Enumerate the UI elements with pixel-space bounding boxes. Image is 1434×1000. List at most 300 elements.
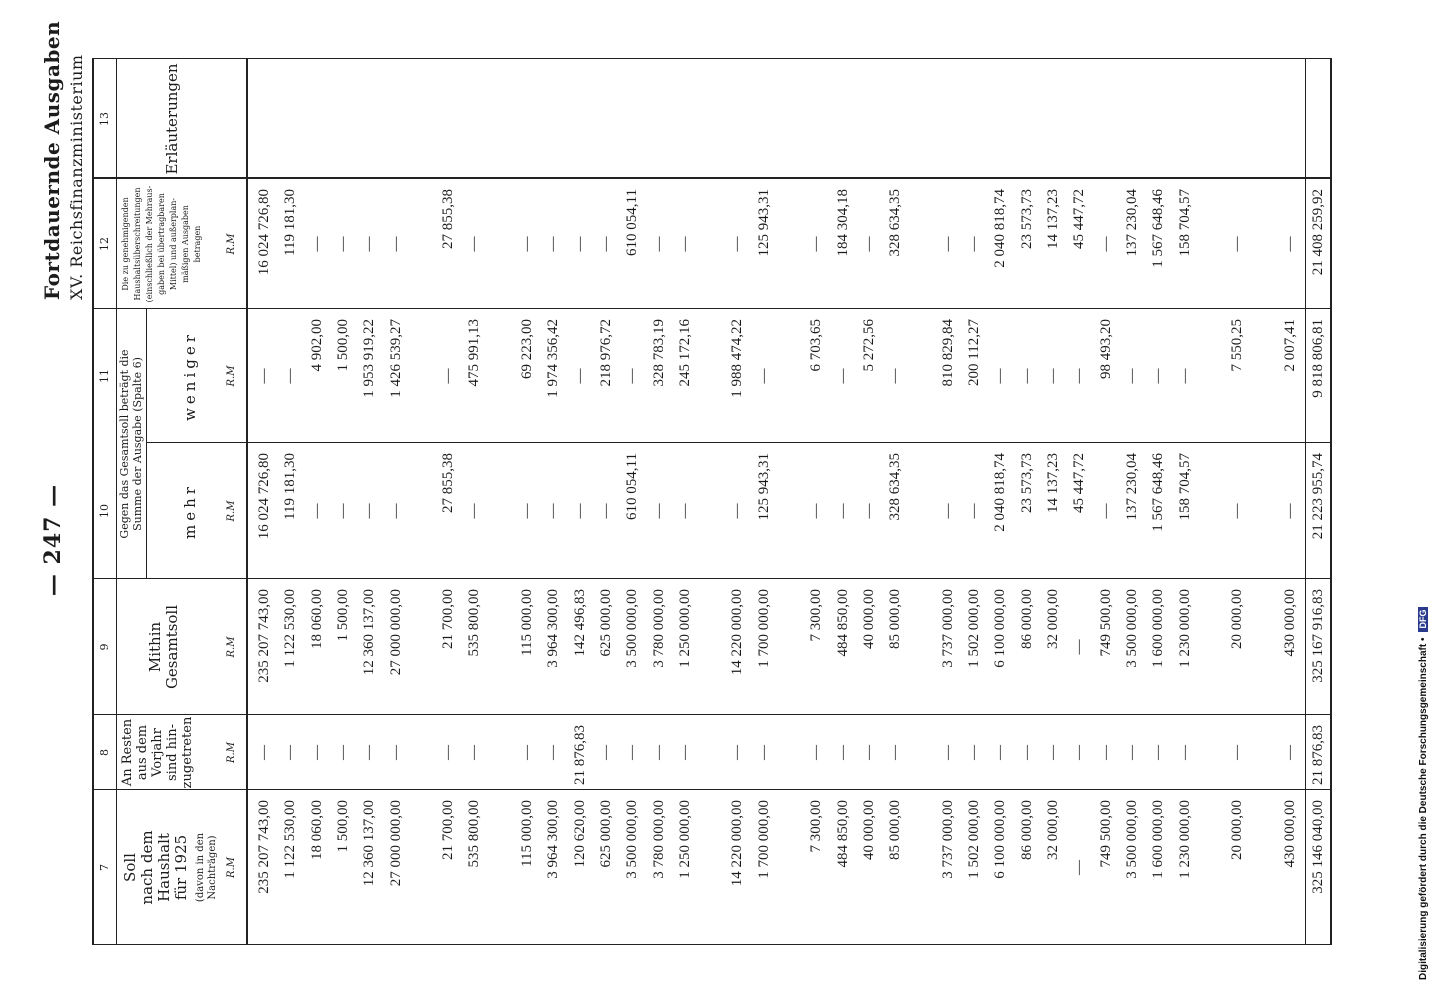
col-number-12: 12 bbox=[98, 237, 111, 251]
cell-gesamt bbox=[778, 579, 802, 715]
cell-mehr: — bbox=[1229, 503, 1246, 519]
cell-reste: — bbox=[834, 745, 851, 760]
cell-reste bbox=[410, 715, 434, 790]
cell-reste: — bbox=[256, 745, 272, 760]
col12-header bbox=[120, 179, 204, 309]
cell-reste: 21 876,83 bbox=[571, 725, 588, 785]
cell-mehr: — bbox=[334, 503, 351, 519]
col10-11-label-2 bbox=[131, 309, 144, 579]
cell-genehm: — bbox=[519, 236, 535, 252]
col10-11-label bbox=[118, 309, 131, 579]
cell-genehm bbox=[489, 179, 513, 309]
sidebar-attribution bbox=[1418, 20, 1432, 980]
table-row bbox=[699, 58, 723, 945]
cell-soll: 1 122 530,00 bbox=[282, 800, 299, 879]
cell-weniger: — bbox=[992, 368, 1009, 384]
cell-weniger: 98 493,20 bbox=[1097, 319, 1114, 379]
cell-reste: — bbox=[1097, 745, 1114, 760]
table-row bbox=[1067, 58, 1091, 945]
cell-gesamt: 86 000,00 bbox=[1018, 589, 1035, 649]
cell-gesamt: 32 000,00 bbox=[1045, 589, 1061, 649]
table-row bbox=[962, 58, 986, 945]
table-row bbox=[778, 58, 802, 945]
cell-soll bbox=[489, 790, 513, 945]
col10-mehr: mehr bbox=[181, 483, 199, 539]
total-mehr: 21 223 955,74 bbox=[1310, 453, 1326, 540]
cell-genehm: — bbox=[571, 236, 588, 252]
cell-soll: 21 700,00 bbox=[440, 800, 457, 860]
mehr-weniger-rule bbox=[146, 309, 147, 579]
cell-reste: — bbox=[966, 745, 983, 760]
column-number-rule bbox=[116, 58, 117, 945]
cell-reste: — bbox=[1176, 745, 1193, 760]
cell-weniger: 69 223,00 bbox=[519, 319, 535, 379]
cell-genehm: 137 230,04 bbox=[1123, 189, 1140, 257]
table-row bbox=[647, 58, 671, 945]
table-row bbox=[541, 58, 565, 945]
cell-weniger: — bbox=[1071, 368, 1088, 384]
cell-reste bbox=[1199, 715, 1223, 790]
cell-gesamt: 3 500 000,00 bbox=[1123, 589, 1140, 668]
cell-weniger: 2 007,41 bbox=[1281, 319, 1298, 372]
cell-gesamt: 40 000,00 bbox=[860, 589, 877, 649]
cell-reste: — bbox=[1281, 745, 1298, 760]
cell-mehr: — bbox=[676, 503, 693, 519]
page-number: — 247 — bbox=[40, 483, 66, 597]
cell-reste: — bbox=[1018, 745, 1035, 760]
cell-reste bbox=[1251, 715, 1275, 790]
cell-mehr bbox=[1251, 443, 1275, 579]
cell-soll: 7 300,00 bbox=[808, 800, 825, 853]
cell-soll: 3 780 000,00 bbox=[650, 800, 667, 879]
cell-mehr: — bbox=[361, 503, 378, 519]
col10-11-label-line: Gegen das Gesamtsoll bbox=[118, 414, 131, 539]
cell-weniger: 6 703,65 bbox=[808, 319, 825, 372]
table-row bbox=[857, 58, 881, 945]
table-row bbox=[725, 58, 749, 945]
cell-soll bbox=[910, 790, 934, 945]
cell-mehr: — bbox=[545, 503, 562, 519]
col12-label-line: Haushaltsüberschreitungen bbox=[133, 187, 142, 301]
cell-soll: 1 230 000,00 bbox=[1176, 800, 1193, 879]
cell-genehm bbox=[410, 179, 434, 309]
cell-soll: 1 700 000,00 bbox=[755, 800, 772, 879]
cell-soll: 625 000,00 bbox=[597, 800, 614, 868]
table-row bbox=[1278, 58, 1302, 945]
table-row bbox=[752, 58, 776, 945]
table-row bbox=[831, 58, 855, 945]
cell-gesamt: 749 500,00 bbox=[1097, 589, 1114, 657]
cell-mehr bbox=[699, 443, 723, 579]
col8-header bbox=[120, 715, 195, 790]
cell-soll: 120 620,00 bbox=[571, 800, 588, 868]
cell-mehr: — bbox=[808, 503, 825, 519]
col9-label-line: Gesamtsoll bbox=[163, 604, 181, 690]
cell-mehr bbox=[778, 443, 802, 579]
cell-reste: — bbox=[755, 745, 772, 760]
cell-weniger: 1 988 474,22 bbox=[729, 319, 746, 398]
cell-weniger bbox=[410, 309, 434, 443]
cell-weniger: — bbox=[1018, 368, 1035, 384]
cell-weniger: 245 172,16 bbox=[676, 319, 693, 387]
cell-reste: — bbox=[545, 745, 562, 760]
cell-weniger: 475 991,13 bbox=[466, 319, 483, 387]
cell-mehr: — bbox=[519, 503, 535, 519]
cell-weniger: 328 783,19 bbox=[650, 319, 667, 387]
cell-reste: — bbox=[729, 745, 746, 760]
cell-reste: — bbox=[808, 745, 825, 760]
cell-mehr: — bbox=[308, 503, 325, 519]
cell-soll: 85 000,00 bbox=[887, 800, 904, 860]
cell-gesamt bbox=[1199, 579, 1223, 715]
cell-mehr: 1 567 648,46 bbox=[1150, 453, 1167, 532]
header-bottom-rule bbox=[246, 58, 248, 945]
cell-reste: — bbox=[597, 745, 614, 760]
cell-mehr: 23 573,73 bbox=[1018, 453, 1035, 513]
cell-mehr: 14 137,23 bbox=[1045, 453, 1061, 513]
cell-genehm: — bbox=[1229, 236, 1246, 252]
cell-mehr: 27 855,38 bbox=[440, 453, 457, 513]
table-row bbox=[883, 58, 907, 945]
cell-gesamt: 430 000,00 bbox=[1281, 589, 1298, 657]
cell-reste: — bbox=[361, 745, 378, 760]
cell-reste: — bbox=[1123, 745, 1140, 760]
col8-label-line: sind hin- bbox=[165, 724, 180, 781]
cell-genehm: 14 137,23 bbox=[1045, 189, 1061, 249]
cell-soll: 40 000,00 bbox=[860, 800, 877, 860]
cell-genehm: 16 024 726,80 bbox=[256, 189, 272, 276]
cell-reste bbox=[489, 715, 513, 790]
cell-genehm bbox=[699, 179, 723, 309]
table-row bbox=[1041, 58, 1065, 945]
col8-label-line: An Resten bbox=[120, 718, 135, 787]
cell-gesamt: 1 700 000,00 bbox=[755, 589, 772, 668]
cell-soll: 1 600 000,00 bbox=[1150, 800, 1167, 879]
cell-reste: — bbox=[334, 745, 351, 760]
cell-genehm: — bbox=[808, 236, 825, 252]
cell-soll: 14 220 000,00 bbox=[729, 800, 746, 887]
col-number-8: 8 bbox=[98, 749, 111, 756]
cell-gesamt: 535 800,00 bbox=[466, 589, 483, 657]
cell-mehr: — bbox=[597, 503, 614, 519]
cell-weniger: — bbox=[1176, 368, 1193, 384]
cell-reste bbox=[699, 715, 723, 790]
cell-soll: 430 000,00 bbox=[1281, 800, 1298, 868]
cell-gesamt bbox=[1251, 579, 1275, 715]
total-gesamt: 325 167 916,83 bbox=[1310, 589, 1326, 683]
cell-genehm: 27 855,38 bbox=[440, 189, 457, 249]
cell-weniger bbox=[1199, 309, 1223, 443]
cell-gesamt: 18 060,00 bbox=[308, 589, 325, 649]
cell-weniger: 1 974 356,42 bbox=[545, 319, 562, 398]
cell-weniger: 200 112,27 bbox=[966, 319, 983, 386]
cell-weniger: — bbox=[834, 368, 851, 384]
cell-gesamt: 235 207 743,00 bbox=[256, 589, 272, 683]
cell-genehm: 119 181,30 bbox=[282, 189, 299, 256]
col10-11-label-line: beträgt die bbox=[118, 349, 131, 412]
col9-unit: R.M bbox=[226, 636, 237, 658]
cell-weniger: — bbox=[1150, 368, 1167, 384]
cell-soll bbox=[778, 790, 802, 945]
table-row bbox=[462, 58, 486, 945]
col12-label-line: (einschließlich der Mehraus- bbox=[145, 185, 154, 303]
cell-reste: — bbox=[308, 745, 325, 760]
table-row bbox=[1015, 58, 1039, 945]
cell-genehm: — bbox=[361, 236, 378, 252]
cell-gesamt: 6 100 000,00 bbox=[992, 589, 1009, 668]
cell-gesamt: 3 780 000,00 bbox=[650, 589, 667, 668]
cell-reste: — bbox=[519, 745, 535, 760]
cell-weniger: 1 426 539,27 bbox=[387, 319, 404, 398]
col13-header: Erläuterungen bbox=[163, 63, 181, 175]
table-row bbox=[1225, 58, 1249, 945]
table-row bbox=[988, 58, 1012, 945]
cell-soll: 484 850,00 bbox=[834, 800, 851, 868]
cell-reste: — bbox=[1045, 745, 1061, 760]
cell-genehm: 2 040 818,74 bbox=[992, 189, 1009, 268]
cell-gesamt: 3 964 300,00 bbox=[545, 589, 562, 668]
table-row bbox=[1094, 58, 1118, 945]
cell-soll bbox=[1199, 790, 1223, 945]
cell-genehm: — bbox=[1281, 236, 1298, 252]
col-number-13: 13 bbox=[98, 112, 111, 126]
cell-weniger: 4 902,00 bbox=[308, 319, 325, 372]
cell-gesamt: 27 000 000,00 bbox=[387, 589, 404, 676]
cell-reste: — bbox=[624, 745, 641, 760]
cell-weniger bbox=[1251, 309, 1275, 443]
cell-genehm: 610 054,11 bbox=[624, 189, 641, 256]
cell-mehr: 137 230,04 bbox=[1123, 453, 1140, 521]
cell-weniger: — bbox=[440, 368, 457, 384]
cell-soll: — bbox=[1071, 860, 1088, 875]
cell-genehm: 23 573,73 bbox=[1018, 189, 1035, 249]
attribution-label: Digitalisierung gefördert durch die Deutsche Forschungsgemeinschaft • bbox=[1418, 637, 1429, 980]
table-row bbox=[1146, 58, 1170, 945]
col9-label-line: Mithin bbox=[146, 621, 164, 673]
table-row bbox=[489, 58, 513, 945]
col12-label-line: betragen bbox=[193, 225, 202, 263]
table-row bbox=[331, 58, 355, 945]
cell-mehr: — bbox=[466, 503, 483, 519]
table-row bbox=[357, 58, 381, 945]
cell-mehr bbox=[489, 443, 513, 579]
cell-mehr: 125 943,31 bbox=[755, 453, 772, 521]
cell-genehm: 45 447,72 bbox=[1071, 189, 1088, 249]
cell-gesamt: 1 502 000,00 bbox=[966, 589, 983, 668]
cell-mehr: 328 634,35 bbox=[887, 453, 904, 521]
table-row bbox=[384, 58, 408, 945]
cell-soll: 1 502 000,00 bbox=[966, 800, 983, 879]
col8-label-line: zugetreten bbox=[180, 716, 195, 789]
cell-genehm: 328 634,35 bbox=[887, 189, 904, 257]
cell-mehr: — bbox=[1097, 503, 1114, 519]
cell-gesamt: 625 000,00 bbox=[597, 589, 614, 657]
total-genehm: 21 408 259,92 bbox=[1310, 189, 1326, 276]
table-row bbox=[1199, 58, 1223, 945]
col10-unit: R.M bbox=[226, 500, 237, 522]
cell-weniger: — bbox=[256, 368, 272, 384]
col8-unit: R.M bbox=[226, 742, 237, 763]
cell-weniger: — bbox=[624, 368, 641, 384]
total-reste: 21 876,83 bbox=[1310, 725, 1326, 785]
cell-soll: 3 500 000,00 bbox=[1123, 800, 1140, 879]
cell-soll: 18 060,00 bbox=[308, 800, 325, 860]
cell-weniger: — bbox=[1045, 368, 1061, 384]
cell-weniger: — bbox=[282, 368, 299, 384]
cell-genehm: — bbox=[860, 236, 877, 252]
cell-gesamt: 115 000,00 bbox=[519, 589, 535, 656]
col10-11-label-line: (Spalte 6) bbox=[131, 357, 144, 412]
cell-soll bbox=[410, 790, 434, 945]
cell-genehm bbox=[1251, 179, 1275, 309]
cell-gesamt: 1 600 000,00 bbox=[1150, 589, 1167, 668]
total-row bbox=[1306, 58, 1330, 945]
col12-label-line: mäßigen Ausgaben bbox=[181, 205, 190, 283]
cell-soll: 3 964 300,00 bbox=[545, 800, 562, 879]
cell-weniger: — bbox=[1123, 368, 1140, 384]
col12-unit: R.M bbox=[226, 233, 237, 255]
cell-weniger bbox=[699, 309, 723, 443]
cell-gesamt: 85 000,00 bbox=[887, 589, 904, 649]
cell-genehm bbox=[1199, 179, 1223, 309]
cell-mehr: — bbox=[939, 503, 956, 519]
cell-weniger: 810 829,84 bbox=[939, 319, 956, 387]
cell-genehm: — bbox=[676, 236, 693, 252]
cell-soll: 86 000,00 bbox=[1018, 800, 1035, 860]
col-number-11: 11 bbox=[98, 369, 111, 383]
cell-soll bbox=[699, 790, 723, 945]
cell-weniger bbox=[489, 309, 513, 443]
cell-gesamt: 3 500 000,00 bbox=[624, 589, 641, 668]
cell-soll: 749 500,00 bbox=[1097, 800, 1114, 868]
cell-weniger: — bbox=[571, 368, 588, 384]
cell-gesamt bbox=[699, 579, 723, 715]
budget-table bbox=[92, 58, 1347, 945]
cell-gesamt: 12 360 137,00 bbox=[361, 589, 378, 676]
cell-reste: — bbox=[939, 745, 956, 760]
table-row bbox=[568, 58, 592, 945]
cell-genehm: — bbox=[334, 236, 351, 252]
cell-reste bbox=[910, 715, 934, 790]
total-soll: 325 146 040,00 bbox=[1310, 800, 1326, 894]
col-number-9: 9 bbox=[98, 643, 111, 651]
cell-reste: — bbox=[440, 745, 457, 760]
dfg-logo: DFG bbox=[1418, 607, 1428, 632]
cell-reste: — bbox=[1150, 745, 1167, 760]
cell-genehm: 125 943,31 bbox=[755, 189, 772, 257]
table-row bbox=[252, 58, 276, 945]
cell-weniger: 1 500,00 bbox=[334, 319, 351, 372]
cell-genehm: — bbox=[729, 236, 746, 252]
col11-unit: R.M bbox=[226, 365, 237, 387]
cell-weniger bbox=[910, 309, 934, 443]
col8-label-line: aus dem bbox=[135, 724, 150, 781]
cell-reste bbox=[778, 715, 802, 790]
col7-label-line: Soll bbox=[121, 853, 139, 882]
cell-soll: 1 250 000,00 bbox=[676, 800, 693, 879]
cell-gesamt: 20 000,00 bbox=[1229, 589, 1246, 649]
cell-reste: — bbox=[860, 745, 877, 760]
page-title: Fortdauernde Ausgaben bbox=[40, 20, 64, 300]
page-subtitle: XV. Reichsfinanzministerium bbox=[67, 54, 86, 300]
col7-header bbox=[122, 790, 190, 945]
cell-reste: — bbox=[1071, 745, 1088, 760]
cell-soll bbox=[1251, 790, 1275, 945]
cell-genehm: 184 304,18 bbox=[834, 189, 851, 257]
cell-mehr bbox=[910, 443, 934, 579]
cell-genehm: — bbox=[1097, 236, 1114, 252]
col12-label-line: Die zu genehmigenden bbox=[121, 197, 130, 291]
cell-gesamt bbox=[489, 579, 513, 715]
cell-mehr: 119 181,30 bbox=[282, 453, 299, 520]
table-row bbox=[515, 58, 539, 945]
table-row bbox=[620, 58, 644, 945]
cell-mehr: — bbox=[650, 503, 667, 519]
cell-genehm: — bbox=[966, 236, 983, 252]
cell-reste: — bbox=[466, 745, 483, 760]
cell-gesamt: 1 250 000,00 bbox=[676, 589, 693, 668]
cell-gesamt: 1 122 530,00 bbox=[282, 589, 299, 668]
cell-reste: — bbox=[992, 745, 1009, 760]
cell-reste: — bbox=[282, 745, 299, 760]
cell-weniger bbox=[778, 309, 802, 443]
col12-label-line: Mittel) und außerplan- bbox=[169, 197, 178, 291]
cell-weniger: 7 550,25 bbox=[1229, 319, 1246, 372]
cell-mehr: — bbox=[966, 503, 983, 519]
cell-gesamt bbox=[410, 579, 434, 715]
cell-mehr: 45 447,72 bbox=[1071, 453, 1088, 513]
cell-gesamt: 21 700,00 bbox=[440, 589, 457, 649]
cell-mehr: — bbox=[387, 503, 404, 519]
cell-soll: 115 000,00 bbox=[519, 800, 535, 867]
attribution-text bbox=[1418, 20, 1432, 980]
cell-genehm: — bbox=[387, 236, 404, 252]
cell-genehm bbox=[910, 179, 934, 309]
cell-soll: 12 360 137,00 bbox=[361, 800, 378, 887]
col8-label-line: Vorjahr bbox=[150, 728, 165, 777]
cell-soll: 3 737 000,00 bbox=[939, 800, 956, 879]
cell-reste: — bbox=[650, 745, 667, 760]
cell-soll: 1 500,00 bbox=[334, 800, 351, 853]
cell-gesamt: — bbox=[1071, 639, 1088, 655]
cell-reste: — bbox=[1229, 745, 1246, 760]
cell-genehm: — bbox=[308, 236, 325, 252]
col12-label-line: gaben bei übertragbaren bbox=[157, 193, 166, 295]
cell-soll: 235 207 743,00 bbox=[256, 800, 272, 894]
cell-genehm: 158 704,57 bbox=[1176, 189, 1193, 257]
cell-mehr: 610 054,11 bbox=[624, 453, 641, 520]
table-row bbox=[305, 58, 329, 945]
cell-soll: 27 000 000,00 bbox=[387, 800, 404, 887]
table-row bbox=[594, 58, 618, 945]
table-row bbox=[673, 58, 697, 945]
cell-gesamt: 14 220 000,00 bbox=[729, 589, 746, 676]
cell-gesamt: 7 300,00 bbox=[808, 589, 825, 642]
cell-genehm: — bbox=[650, 236, 667, 252]
cell-mehr: — bbox=[860, 503, 877, 519]
total-weniger: 9 818 806,81 bbox=[1310, 319, 1326, 398]
cell-genehm bbox=[778, 179, 802, 309]
col10-11-label-line: Summe der Ausgabe bbox=[131, 415, 144, 531]
cell-reste: — bbox=[387, 745, 404, 760]
col7-note-line: (davon in den bbox=[195, 832, 206, 903]
cell-soll: 3 500 000,00 bbox=[624, 800, 641, 879]
table-row bbox=[436, 58, 460, 945]
cell-weniger: 218 976,72 bbox=[597, 319, 614, 387]
cell-gesamt: 3 737 000,00 bbox=[939, 589, 956, 668]
table-row bbox=[410, 58, 434, 945]
table-row bbox=[804, 58, 828, 945]
